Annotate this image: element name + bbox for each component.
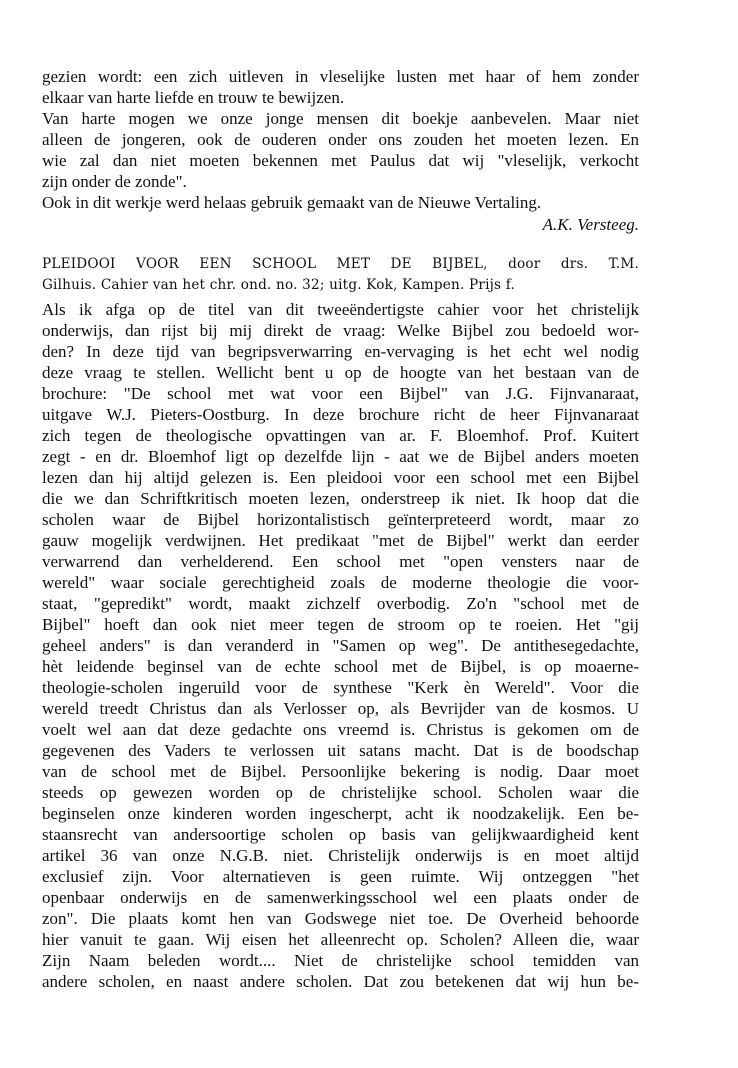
text-line: staansrecht van andersoortige scholen op basis van gelijkwaardigheid kent bbox=[42, 825, 639, 844]
heading-line: PLEIDOOI VOOR EEN SCHOOL MET DE BIJBEL, door drs. T.M. bbox=[42, 256, 639, 272]
text-line: lezen dan hij altijd gelezen is. Een pleidooi voor een school met een Bijbel bbox=[42, 468, 639, 487]
text-line: hèt leidende beginsel van de echte school met de Bijbel, is op moaerne- bbox=[42, 657, 639, 676]
text-line: uitgave W.J. Pieters-Oostburg. In deze brochure richt de heer Fijnvanaraat bbox=[42, 405, 639, 424]
text-line: wie zal dan niet moeten bekennen met Paulus dat wij "vleselijk, verkocht bbox=[42, 151, 639, 170]
text-line: artikel 36 van onze N.G.B. niet. Christelijk onderwijs is en moet altijd bbox=[42, 846, 639, 865]
text-line: openbaar onderwijs en de samenwerkingsschool wel een plaats onder de bbox=[42, 888, 639, 907]
text-line: geheel anders" is dan veranderd in "Samen op weg". De antithesegedachte, bbox=[42, 636, 639, 655]
text-line: zijn onder de zonde". bbox=[42, 172, 187, 191]
text-line: zon". Die plaats komt hen van Godswege niet toe. De Overheid behoorde bbox=[42, 909, 639, 928]
text-line: voelt wel aan dat deze gedachte ons vreemd is. Christus is gekomen om de bbox=[42, 720, 639, 739]
text-line: verwarrend dan verhelderend. Een school met "open vensters naar de bbox=[42, 552, 639, 571]
text-line: die we dan Schriftkritisch moeten lezen, onderstreep ik niet. Ik hoop dat die bbox=[42, 489, 639, 508]
text-line: staat, "gepredikt" wordt, maakt zichzelf overbodig. Zo'n "school met de bbox=[42, 594, 639, 613]
author-signature: A.K. Versteeg. bbox=[542, 215, 639, 234]
recommendation-paragraph bbox=[42, 108, 639, 192]
text-line: alleen de jongeren, ook de ouderen onder ons zouden het moeten lezen. En bbox=[42, 130, 639, 149]
heading-line: Gilhuis. Cahier van het chr. ond. no. 32; uitg. Kok, Kampen. Prijs f. bbox=[42, 277, 516, 293]
text-line: andere scholen, en naast andere scholen. Dat zou betekenen dat wij hun be- bbox=[42, 972, 639, 991]
text-line: Van harte mogen we onze jonge mensen dit boekje aanbevelen. Maar niet bbox=[42, 109, 639, 128]
text-line: exclusief zijn. Voor alternatieven is geen ruimte. Wij ontzeggen "het bbox=[42, 867, 639, 886]
text-line: scholen waar de Bijbel horizontalistisch geïnterpreteerd wordt, maar zo bbox=[42, 510, 639, 529]
text-line: gezien wordt: een zich uitleven in vleselijke lusten met haar of hem zonder bbox=[42, 67, 639, 86]
document-page bbox=[42, 66, 639, 992]
text-line: elkaar van harte liefde en trouw te bewijzen. bbox=[42, 88, 345, 107]
text-line: van de school met de Bijbel. Persoonlijke bekering is nodig. Daar moet bbox=[42, 762, 639, 781]
text-line: zegt - en dr. Bloemhof ligt op dezelfde lijn - aat we de Bijbel anders moeten bbox=[42, 447, 639, 466]
text-line: wereld treedt Christus dan als Verlosser op, als Bevrijder van de kosmos. U bbox=[42, 699, 639, 718]
intro-paragraph bbox=[42, 66, 639, 108]
closing-note: Ook in dit werkje werd helaas gebruik gemaakt van de Nieuwe Vertaling. bbox=[42, 193, 542, 212]
text-line: gegevenen des Vaders te verlossen uit satans macht. Dat is de boodschap bbox=[42, 741, 639, 760]
text-line: gauw mogelijk verdwijnen. Het predikaat "met de Bijbel" werkt dan eerder bbox=[42, 531, 639, 550]
text-line: den? In deze tijd van begripsverwarring en-vervaging is het echt wel nodig bbox=[42, 342, 639, 361]
text-line: theologie-scholen ingeruild voor de synthese "Kerk èn Wereld". Voor die bbox=[42, 678, 639, 697]
review-body bbox=[42, 299, 639, 992]
review-heading bbox=[42, 254, 639, 296]
text-line: Zijn Naam beleden wordt.... Niet de christelijke school temidden van bbox=[42, 951, 639, 970]
text-line: beginselen onze kinderen worden ingescherpt, acht ik noodzakelijk. Een be- bbox=[42, 804, 639, 823]
text-line: brochure: "De school met wat voor een Bijbel" van J.G. Fijnvanaraat, bbox=[42, 384, 639, 403]
text-line: zich tegen de theologische opvattingen van ar. F. Bloemhof. Prof. Kuitert bbox=[42, 426, 639, 445]
text-line: onderwijs, dan rijst bij mij direkt de vraag: Welke Bijbel zou bedoeld wor- bbox=[42, 321, 639, 340]
text-line: wereld" waar sociale gerechtigheid zoals de moderne theologie die voor- bbox=[42, 573, 639, 592]
text-line: hier vanuit te gaan. Wij eisen het alleenrecht op. Scholen? Alleen die, waar bbox=[42, 930, 639, 949]
text-line: Als ik afga op de titel van dit tweeëndertigste cahier voor het christelijk bbox=[42, 300, 639, 319]
text-line: steeds op gewezen worden op de christelijke school. Scholen waar die bbox=[42, 783, 639, 802]
text-line: Bijbel" hoeft dan ook niet meer tegen de stroom op te roeien. Het "gij bbox=[42, 615, 639, 634]
text-line: deze vraag te stellen. Wellicht bent u op de hoogte van het bestaan van de bbox=[42, 363, 639, 382]
